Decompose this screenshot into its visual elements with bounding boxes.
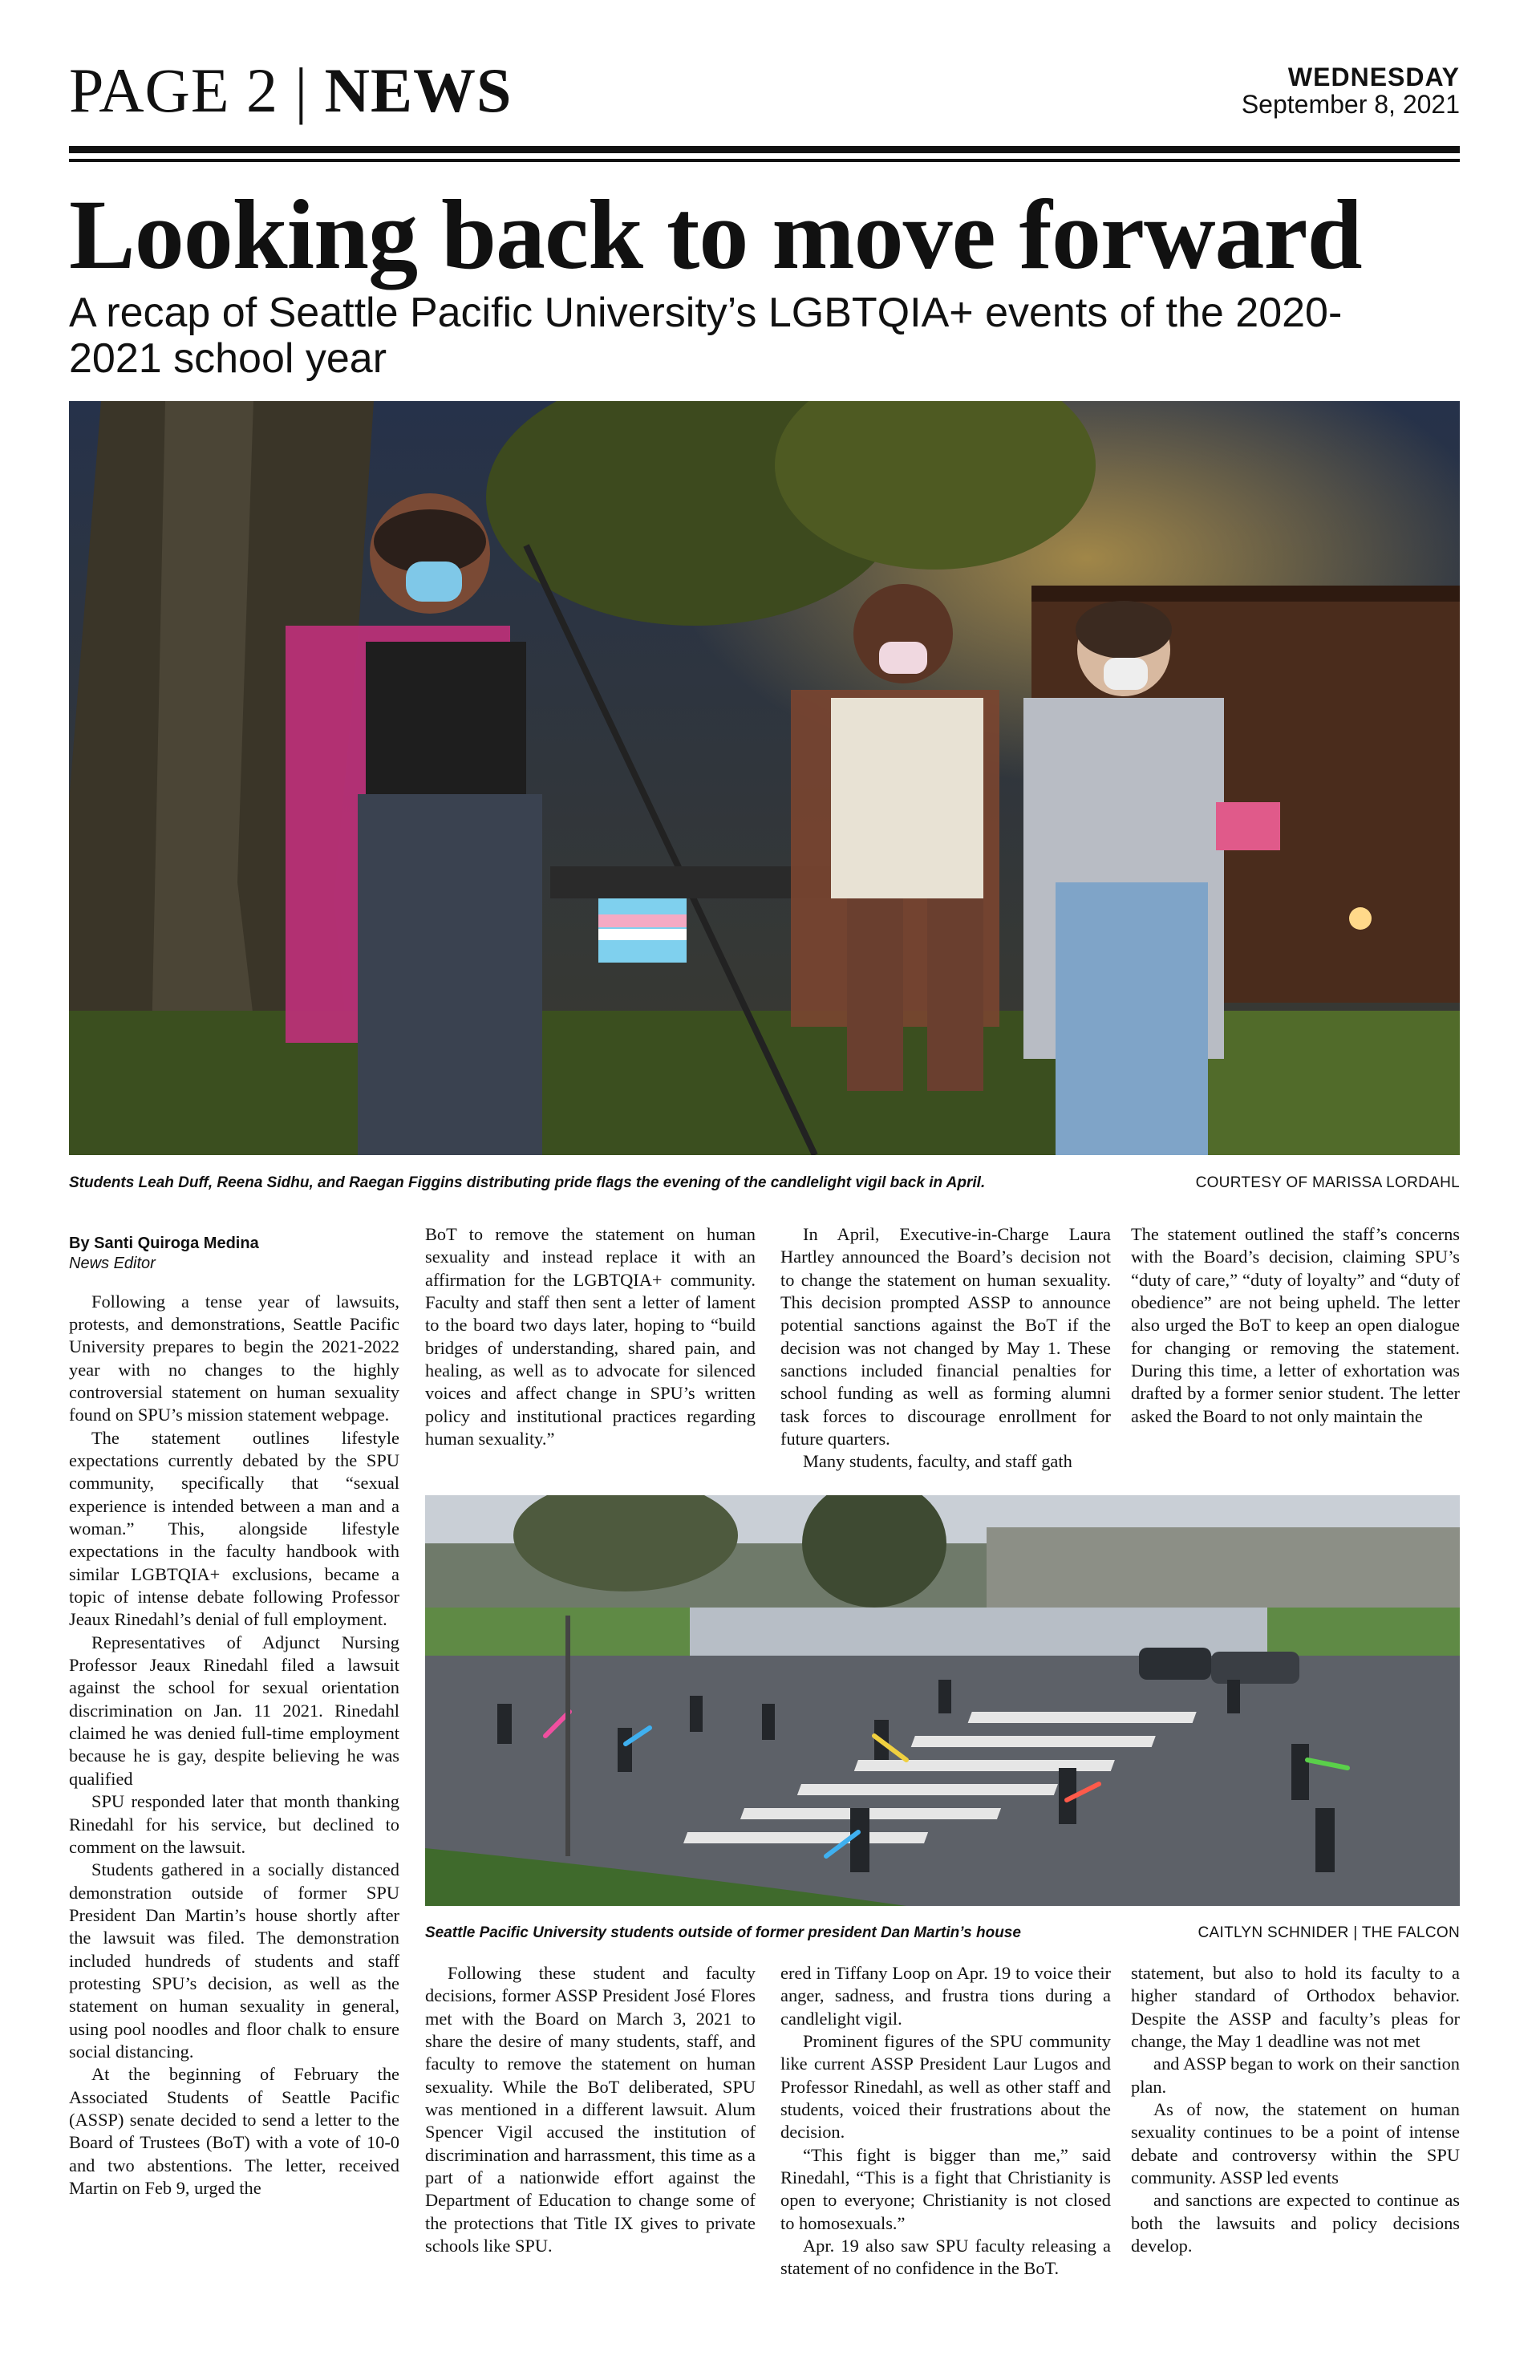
paragraph: The statement outlined the staff’s concerns with the Board’s decision, claiming SPU’s “duty of care,” “duty of loyalty” and “duty of obedience” are not being upheld. The letter also urged the BoT to keep an open dialogue for changing or removing the statement. During this time, a letter of exhortation was drafted by a former senior student. The letter asked the Board to not only maintain the [1131,1224,1460,1426]
paragraph: and ASSP began to work on their sanction plan. [1131,2054,1460,2097]
paragraph: SPU responded later that month thanking Rinedahl for his service, but declined to comment on the lawsuit. [69,1791,399,1857]
byline: By Santi Quiroga Medina [69,1235,259,1252]
section-separator: | [294,55,309,125]
paragraph: BoT to remove the statement on human sexuality and instead replace it with an affirmation for the LGBTQIA+ community. Faculty and staff then sent a letter of lament to the board two days later, hoping to “build bridges of understanding, shared pain, and healing, as well as to advocate for silenced voices and affect change in SPU’s written policy and institutional practices regarding human sexuality.” [425,1224,756,1449]
article-column-2 [425,1223,756,1450]
paragraph: In April, Executive-in-Charge Laura Hartley announced the Board’s decision not to change the statement on human sexuality. This decision prompted ASSP to announce potential sanctions against the BoT if the decision was not changed by May 1. These sanctions included financial penalties for school funding as well as forming alumni task forces to discourage enrollment for future quarters. [780,1224,1111,1449]
header-rule [69,146,1460,153]
paragraph: Students gathered in a socially distanced demonstration outside of former SPU President Dan Martin’s house shortly after the lawsuit was filed. The demonstration included hundreds of students and staff protesting SPU’s decision, as well as the statement on human sexuality in general, using pool noodles and floor chalk to ensure social distancing. [69,1859,399,2062]
photo-credit: CAITLYN SCHNIDER | THE FALCON [1198,1924,1460,1941]
demonstration-photo [425,1495,1460,1906]
article-column-4-continued [1131,1962,1460,2257]
paragraph: “This fight is bigger than me,” said Rinedahl, “This is a fight that Christianity is open to everyone; Christianity is not closed to homosexuals.” [780,2144,1111,2233]
section-name: NEWS [324,55,513,125]
section-label [69,55,513,125]
paragraph: and sanctions are expected to continue as both the lawsuits and policy decisions develop. [1131,2190,1460,2256]
article-column-2-continued [425,1962,756,2257]
paragraph: statement, but also to hold its faculty to a higher standard of Orthodox behavior. Despite the ASSP and faculty’s pleas for change, the May 1 deadline was not met [1131,1963,1460,2052]
issue-date [1242,64,1460,118]
paragraph: The statement outlines lifestyle expectations currently debated by the SPU community, specifically that “sexual experience is intended between a man and a woman.” This, alongside lifestyle expectations in the faculty handbook with similar LGBTQIA+ exclusions, became a topic of intense debate following Professor Jeaux Rinedahl’s denial of full employment. [69,1427,399,1630]
photo-caption: Seattle Pacific University students outside of former president Dan Martin’s house [425,1924,1021,1941]
paragraph: As of now, the statement on human sexuality continues to be a point of intense debate and controversy within the SPU community. ASSP led events [1131,2099,1460,2188]
paragraph: Representatives of Adjunct Nursing Professor Jeaux Rinedahl filed a lawsuit against the school for sexual orientation discrimination on Jan. 11 2021. Rinedahl claimed he was denied full-time employment because he is gay, despite believing he was qualified [69,1632,399,1789]
headline: Looking back to move forward [69,180,1362,290]
paragraph: Apr. 19 also saw SPU faculty releasing a statement of no confidence in the BoT. [780,2236,1111,2279]
paragraph: ered in Tiffany Loop on Apr. 19 to voice their anger, sadness, and frustra tions during a candlelight vigil. [780,1963,1111,2029]
paragraph: Following these student and faculty decisions, former ASSP President José Flores met with the Board on March 3, 2021 to share the desire of many students, staff, and faculty to remove the statement on human sexuality. While the BoT deliberated, SPU was mentioned in a different lawsuit. Alum Spencer Vigil accused the institution of discrimination and harrassment, this time as a part of a nationwide effort against the Department of Education to change some of the protections that Title IX gives to private schools like SPU. [425,1963,756,2256]
subheadline: A recap of Seattle Pacific University’s LGBTQIA+ events of the 2020-2021 school year [69,290,1343,383]
paragraph: Following a tense year of lawsuits, protests, and demonstrations, Seattle Pacific University prepares to begin the 2021-2022 year with no changes to the highly controversial statement on human sexuality found on SPU’s mission statement webpage. [69,1291,399,1425]
page-number: PAGE 2 [69,55,279,125]
photo-caption: Students Leah Duff, Reena Sidhu, and Raegan Figgins distributing pride flags the evening of the candlelight vigil back in April. [69,1174,986,1191]
vigil-photo [69,401,1460,1155]
weekday: WEDNESDAY [1287,63,1460,91]
article-column-3-continued [780,1962,1111,2281]
article-column-4 [1131,1223,1460,1428]
article-column-1 [69,1234,399,2200]
paragraph: Many students, faculty, and staff gath [803,1451,1072,1472]
author-role: News Editor [69,1255,156,1273]
article-column-3 [780,1223,1111,1474]
header-rule-thin [69,159,1460,162]
paragraph: Prominent figures of the SPU community like current ASSP President Laur Lugos and Professor Rinedahl, as well as other staff and students, voiced their frustrations about the decision. [780,2031,1111,2143]
date: September 8, 2021 [1241,89,1460,119]
photo-credit: COURTESY OF MARISSA LORDAHL [1195,1174,1460,1191]
paragraph: At the beginning of February the Associated Students of Seattle Pacific (ASSP) senate decided to send a letter to the Board of Trustees (BoT) with a vote of 10-0 and two abstentions. The letter, received Martin on Feb 9, urged the [69,2064,399,2198]
